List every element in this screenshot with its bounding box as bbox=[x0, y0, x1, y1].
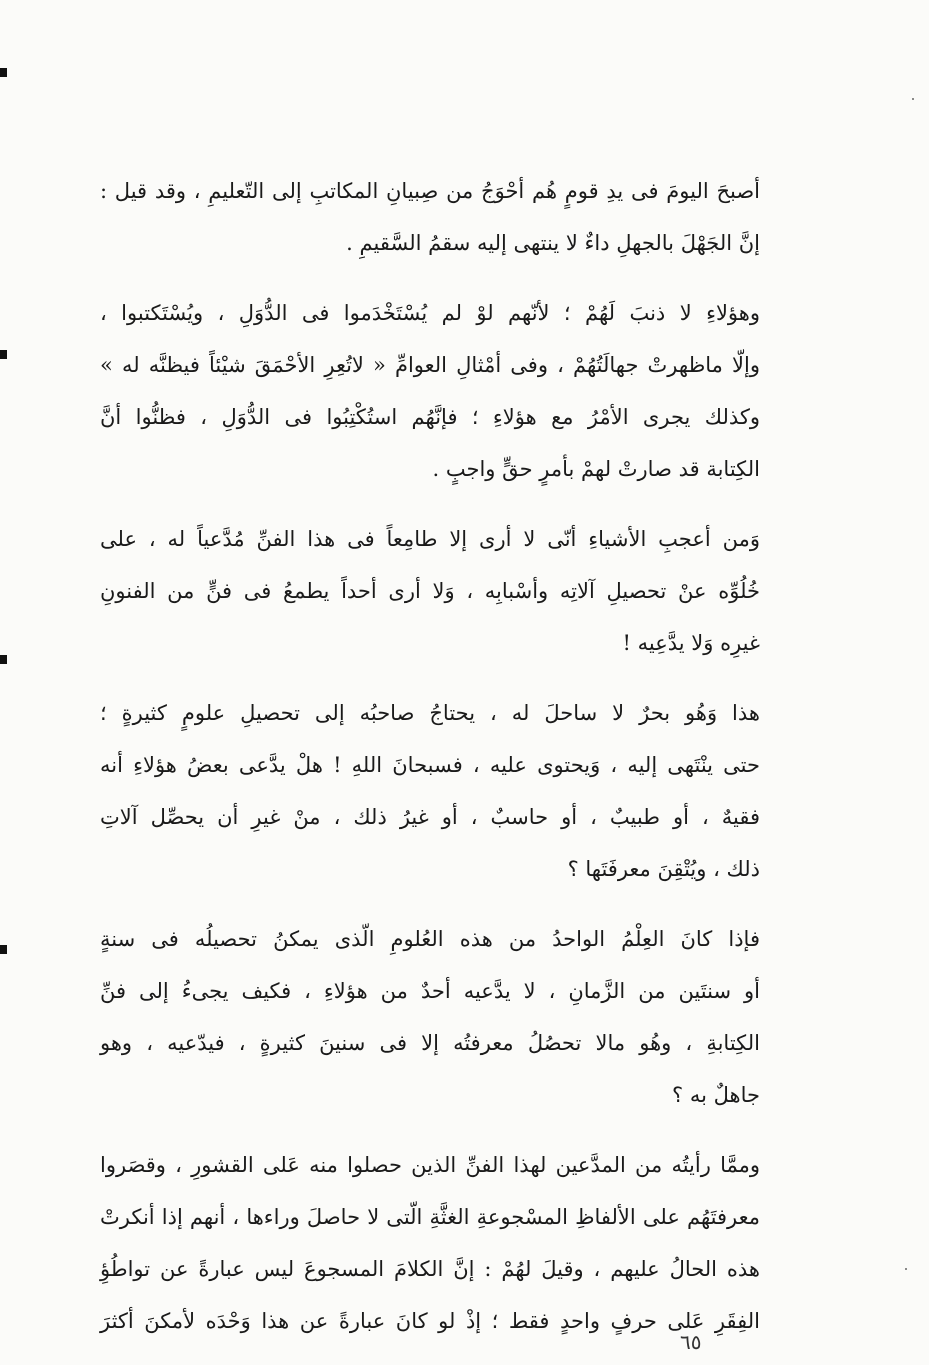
scan-edge-mark bbox=[0, 350, 7, 359]
text-line: وَمن أعجبِ الأشياءِ أنّى لا أرى إلا طامِعاً فى هذا الفنِّ مُدَّعياً له ، على bbox=[100, 527, 760, 551]
scan-speck bbox=[905, 1268, 907, 1270]
paragraph bbox=[100, 287, 760, 495]
text-line: فقيهٌ ، أو طبيبٌ ، أو حاسبٌ ، أو غيرُ ذلك ، منْ غيرِ أن يحصِّل آلاتِ bbox=[100, 805, 760, 829]
paragraph bbox=[100, 913, 760, 1121]
text-line: حتى ينْتَهى إليه ، وَيحتوى عليه ، فسبحانَ اللهِ ! هلْ يدَّعى بعضُ هؤلاءِ أنه bbox=[100, 753, 760, 777]
text-line: الكِتابةِ ، وهُو مالا تحصُلُ معرفتُه إلا فى سنينَ كثيرةٍ ، فيدّعيه ، وهو bbox=[100, 1031, 760, 1055]
text-line: وممَّا رأيتُه من المدَّعين لهذا الفنِّ الذين حصلوا منه عَلى القشورِ ، وقصَروا bbox=[100, 1153, 760, 1177]
text-line: هذه الحالُ عليهم ، وقيلَ لهُمْ : إنَّ الكلامَ المسجوعَ ليس عبارةً عن تواطُؤِ bbox=[100, 1257, 760, 1281]
scan-edge-mark bbox=[0, 655, 7, 664]
text-line: غيرِه وَلا يدَّعِيه ! bbox=[622, 631, 760, 655]
scan-edge-mark bbox=[0, 68, 7, 77]
text-line: أو سنتَين من الزَّمانِ ، لا يدَّعيه أحدٌ من هؤلاءِ ، فكيف يجىءُ إلى فنِّ bbox=[100, 979, 760, 1003]
text-line: ذلك ، ويُتْقِنَ معرفَتَها ؟ bbox=[567, 857, 760, 881]
paragraph bbox=[100, 165, 760, 269]
text-line: وهؤلاءِ لا ذنبَ لَهُمْ ؛ لأنّهم لوْ لم يُسْتَخْدَموا فى الدُّوَلِ ، ويُسْتَكتبوا ، bbox=[100, 301, 760, 325]
body-text bbox=[100, 165, 760, 1365]
scan-speck bbox=[912, 98, 914, 100]
text-line: وإلّا ماظهرتْ جهالَتُهُمْ ، وفى أمْثالِ العوامِّ « لاتُعِرِ الأحْمَقَ شيْئاً فيظنَّه له » bbox=[100, 353, 760, 377]
text-line: فإذا كانَ العِلْمُ الواحدُ من هذه العُلومِ الّذى يمكنُ تحصيلُه فى سنةٍ bbox=[100, 927, 760, 951]
text-line: معرفتَهُم على الألفاظِ المسْجوعةِ الغثَّةِ الّتى لا حاصلَ وراءها ، أنهم إذا أنكرتْ bbox=[100, 1205, 760, 1229]
page-number: ٦٥ bbox=[680, 1330, 702, 1354]
text-line: خُلُوِّه عنْ تحصيلِ آلاتِه وأسْبابِه ، وَلا أرى أحداً يطمعُ فى فنٍّ من الفنونِ bbox=[100, 579, 761, 603]
text-line: الفِقَرِ عَلى حرفٍ واحدٍ فقط ؛ إذْ لو كانَ عبارةً عن هذا وَحْدَه لأمكنَ أكثرَ bbox=[100, 1309, 760, 1333]
paragraph bbox=[100, 513, 760, 669]
text-line: أصبحَ اليومَ فى يدِ قومٍ هُم أحْوَجُ من صِبيانِ المكاتبِ إلى التّعليمِ ، وقد قيل : bbox=[100, 179, 761, 203]
text-line: الكِتابة قد صارتْ لهمْ بأمرٍ حقٍّ واجبٍ . bbox=[432, 457, 760, 481]
paragraph bbox=[100, 1139, 760, 1347]
paragraph bbox=[100, 687, 760, 895]
text-line: جاهلٌ به ؟ bbox=[672, 1083, 760, 1107]
text-line: إنَّ الجَهْلَ بالجهلِ داءٌ لا ينتهى إليه سقمُ السَّقيمِ . bbox=[346, 231, 760, 255]
scan-edge-mark bbox=[0, 945, 7, 954]
text-line: هذا وَهُو بحرٌ لا ساحلَ له ، يحتاجُ صاحبُه إلى تحصيلِ علومٍ كثيرةٍ ؛ bbox=[100, 701, 760, 725]
text-line: وكذلك يجرى الأمْرُ مع هؤلاءِ ؛ فإنَّهُم استُكْتِبُوا فى الدُّوَلِ ، فظنُّوا أنَّ bbox=[100, 405, 760, 429]
